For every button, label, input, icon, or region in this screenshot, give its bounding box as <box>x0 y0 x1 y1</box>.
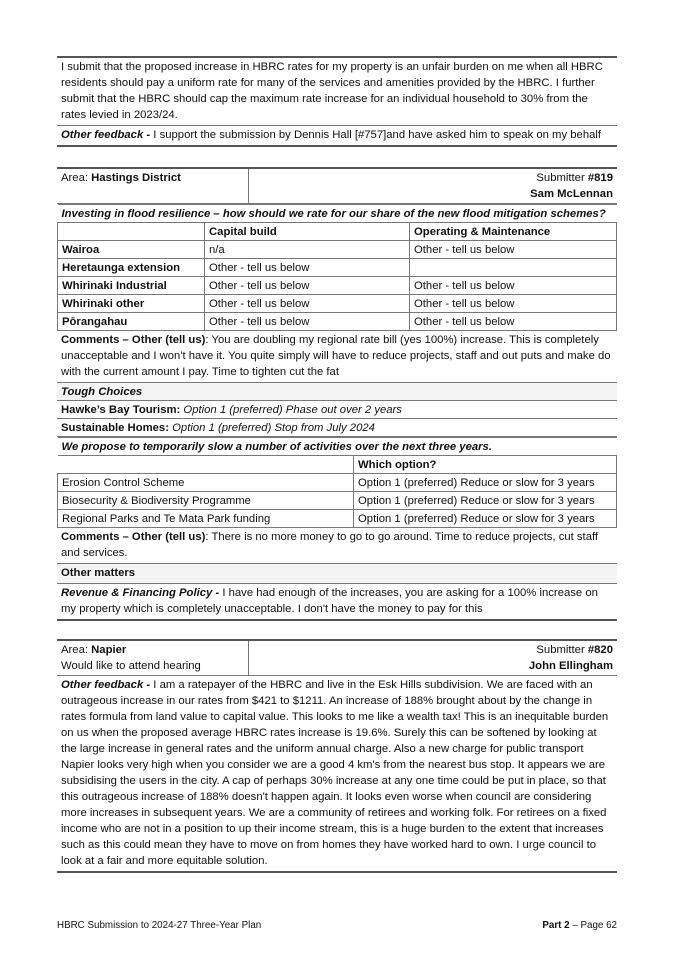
other-feedback: Other feedback - I am a ratepayer of the HBRC and live in the Esk Hills subdivision. We are faced with an outrageous increase in our rates from $421 to $1211. An increase of 188% brought about by the change in rates formula from land value to capital value. This looks to me like a wealth tax! This is an inequitable burden on us when the proposed average HBRC rates increase is 19.6%. Surely this can be softened by looking at the large increase in general rates and the uniform annual charge. Also a new charge for public transport Napier looks very high when you consider we are a good 4 km's from the nearest bus stop. It appears we are subsidising the users in the city. A cap of perhaps 30% increase at any one time could be put in place, so that this outrageous increase of 188% doesn't happen again. It looks even worse when council are considering more increases in subsequent years. We are a community of retirees and working folk. For retirees on a fixed income who are not in a position to up their income stream, this is a huge burden to the extent that increases such as this could mean they have to move on from homes they have worked hard to own. I urge council to look at a fair and more equitable solution. <box>57 676 617 873</box>
table-row: Erosion Control Scheme Option 1 (preferred) Reduce or slow for 3 years <box>58 474 617 492</box>
comments-flood: Comments – Other (tell us): You are doubling my regional rate bill (yes 100%) increase. This is completely unacceptable and I won't have it. You quite simply will have to reduce projects, staff and out puts and make do with the current amount I pay. Time to tighten cut the fat <box>61 334 611 378</box>
area-name: Hastings District <box>91 172 181 184</box>
other-feedback-label: Other feedback - <box>61 129 151 141</box>
submission-header <box>57 639 617 676</box>
document-page <box>57 56 617 873</box>
table-row: Wairoa n/a Other - tell us below <box>58 241 617 259</box>
table-row: Biosecurity & Biodiversity Programme Option 1 (preferred) Reduce or slow for 3 years <box>58 492 617 510</box>
table-row: Whirinaki other Other - tell us below Other - tell us below <box>58 295 617 313</box>
submission-text: I submit that the proposed increase in HBRC rates for my property is an unfair burden on me when all HBRC residents should pay a uniform rate for many of the services and amenities provided by the HBRC. I further submit that the HBRC should cap the maximum rate increase for an individual household to 30% from the rates levied in 2023/24. <box>61 61 603 121</box>
which-option-header: Which option? <box>354 456 617 474</box>
other-feedback <box>57 125 617 147</box>
col-opex-header: Operating & Maintenance <box>410 223 617 241</box>
submitter-name: John Ellingham <box>528 660 613 672</box>
submission-819 <box>57 167 617 621</box>
flood-question: Investing in flood resilience – how should we rate for our share of the new flood mitigation schemes? <box>58 205 617 223</box>
hearing-note: Would like to attend hearing <box>61 660 201 672</box>
submission-header <box>57 167 617 204</box>
table-row: Whirinaki Industrial Other - tell us below Other - tell us below <box>58 277 617 295</box>
other-matters-heading: Other matters <box>57 563 617 583</box>
page-number: Part 2 – Page 62 <box>542 920 617 931</box>
submission-820 <box>57 639 617 873</box>
comments-activities: Comments – Other (tell us): There is no more money to go to go around. Time to reduce projects, cut staff and services. <box>61 531 599 559</box>
table-row: Regional Parks and Te Mata Park funding Option 1 (preferred) Reduce or slow for 3 years <box>58 510 617 528</box>
slow-question: We propose to temporarily slow a number of activities over the next three years. <box>58 438 617 456</box>
flood-resilience-table <box>57 204 617 331</box>
page-footer <box>57 918 617 934</box>
previous-submission-block <box>57 56 617 147</box>
homes-row: Sustainable Homes: Option 1 (preferred) Stop from July 2024 <box>57 419 617 437</box>
revenue-policy: Revenue & Financing Policy - I have had enough of the increases, you are asking for a 100% increase on my property which is completely unacceptable. I don't have the money to pay for this <box>57 583 617 621</box>
tourism-row: Hawke’s Bay Tourism: Option 1 (preferred) Phase out over 2 years <box>57 401 617 419</box>
submitter-cell: Submitter #820 John Ellingham <box>249 641 617 675</box>
table-row: Heretaunga extension Other - tell us below <box>58 259 617 277</box>
other-feedback-text: I support the submission by Dennis Hall [#757]and have asked him to speak on my behalf <box>150 129 602 141</box>
slow-activities-table <box>57 437 617 528</box>
submitter-cell: Submitter #819 Sam McLennan <box>249 169 617 203</box>
submitter-number: #820 <box>587 644 613 656</box>
area-cell: Area: Hastings District <box>57 169 249 203</box>
col-capital-header: Capital build <box>205 223 410 241</box>
tough-choices-heading: Tough Choices <box>57 383 617 401</box>
area-name: Napier <box>91 644 127 656</box>
area-cell: Area: Napier Would like to attend hearing <box>57 641 249 675</box>
table-row: Pōrangahau Other - tell us below Other - tell us below <box>58 313 617 331</box>
submitter-number: #819 <box>587 172 613 184</box>
tough-choices-table <box>57 382 617 437</box>
submitter-name: Sam McLennan <box>530 188 613 200</box>
footer-title: HBRC Submission to 2024-27 Three-Year Plan <box>57 920 262 931</box>
